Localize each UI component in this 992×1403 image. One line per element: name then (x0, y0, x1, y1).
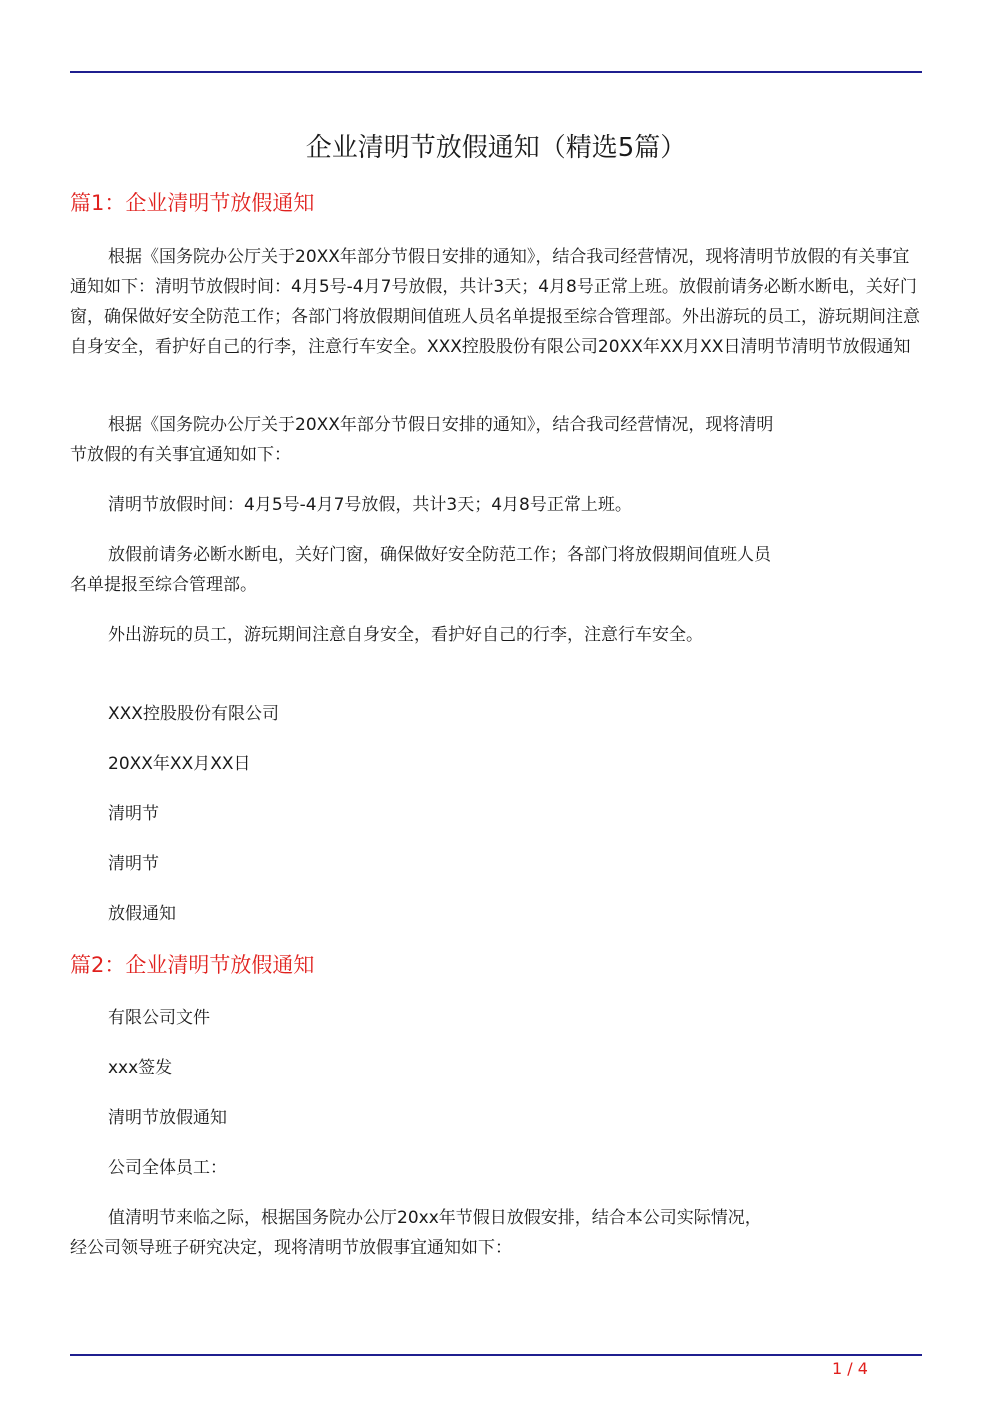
page-title: 企业清明节放假通知（精选5篇） (305, 133, 687, 163)
section1-tag-3: 放假通知 (108, 904, 176, 924)
header-rule (70, 71, 922, 73)
section1-paragraph-2: 根据《国务院办公厅关于20XX年部分节假日安排的通知》，结合我司经营情况，现将清明节放假的有关事宜通知如下： (70, 415, 774, 465)
section2-paragraph-2: xxx签发 (108, 1058, 173, 1078)
section1-company-name: XXX控股股份有限公司 (108, 704, 279, 724)
section1-paragraph-1: 根据《国务院办公厅关于20XX年部分节假日安排的通知》，结合我司经营情况，现将清明节放假的有关事宜通知如下：清明节放假时间：4月5号-4月7号放假，共计3天；4月8号正常上班。放假前请务必断水断电，关好门窗，确保做好安全防范工作；各部门将放假期间值班人员名单提报至综合管理部。外出游玩的员工，游玩期间注意自身安全，看护好自己的行李，注意行车安全。XXX控股股份有限公司20XX年XX月XX日清明节清明节放假通知 (70, 247, 920, 357)
page-number: 1 / 4 (832, 1359, 868, 1378)
footer-rule (70, 1354, 922, 1356)
section1-paragraph-3: 清明节放假时间：4月5号-4月7号放假，共计3天；4月8号正常上班。 (108, 495, 632, 515)
section-heading-1: 篇1：企业清明节放假通知 (70, 191, 315, 215)
section2-paragraph-1: 有限公司文件 (108, 1008, 210, 1028)
section1-tag-1: 清明节 (108, 804, 159, 824)
section1-paragraph-4: 放假前请务必断水断电，关好门窗，确保做好安全防范工作；各部门将放假期间值班人员名单提报至综合管理部。 (70, 545, 771, 595)
section1-date: 20XX年XX月XX日 (108, 754, 251, 774)
section1-paragraph-5: 外出游玩的员工，游玩期间注意自身安全，看护好自己的行李，注意行车安全。 (108, 625, 703, 645)
section2-paragraph-4: 公司全体员工： (108, 1158, 227, 1178)
section-heading-2: 篇2：企业清明节放假通知 (70, 953, 315, 977)
section2-paragraph-3: 清明节放假通知 (108, 1108, 227, 1128)
section1-tag-2: 清明节 (108, 854, 159, 874)
section2-paragraph-5: 值清明节来临之际，根据国务院办公厅20xx年节假日放假安排，结合本公司实际情况，经公司领导班子研究决定，现将清明节放假事宜通知如下： (70, 1208, 762, 1258)
